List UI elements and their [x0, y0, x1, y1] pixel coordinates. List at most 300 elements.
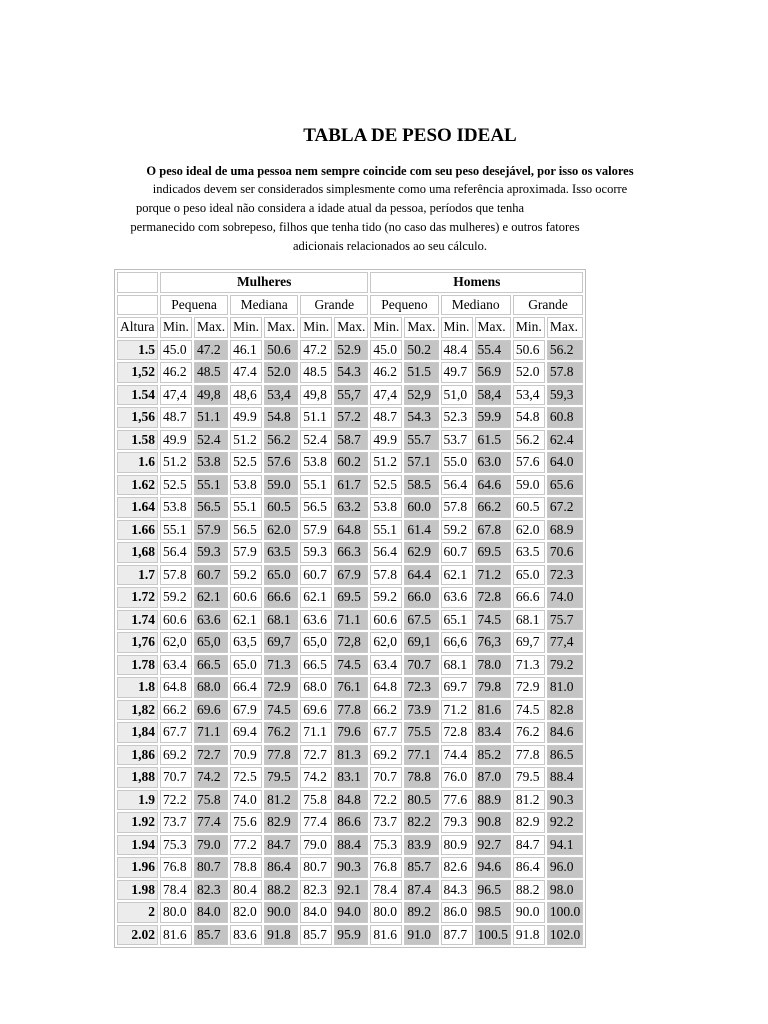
max-header: Max.	[404, 317, 438, 338]
max-weight-cell: 55.7	[404, 430, 438, 451]
min-weight-cell: 86.4	[513, 857, 545, 878]
max-weight-cell: 72.8	[475, 587, 511, 608]
min-weight-cell: 63.6	[441, 587, 473, 608]
table-row	[117, 430, 583, 451]
max-weight-cell: 59.3	[194, 542, 228, 563]
table-row	[117, 655, 583, 676]
min-weight-cell: 90.0	[513, 902, 545, 923]
max-weight-cell: 81.0	[547, 677, 583, 698]
max-weight-cell: 61.7	[334, 475, 368, 496]
max-weight-cell: 77.8	[334, 700, 368, 721]
min-weight-cell: 59.2	[230, 565, 262, 586]
max-weight-cell: 64.6	[475, 475, 511, 496]
max-weight-cell: 79.2	[547, 655, 583, 676]
max-weight-cell: 60.5	[264, 497, 298, 518]
min-weight-cell: 82.6	[441, 857, 473, 878]
max-weight-cell: 57.1	[404, 452, 438, 473]
max-weight-cell: 88.4	[334, 835, 368, 856]
min-weight-cell: 80.7	[300, 857, 332, 878]
subgroup-women-large: Grande	[300, 295, 368, 316]
min-weight-cell: 71.3	[513, 655, 545, 676]
min-weight-cell: 66,6	[441, 632, 473, 653]
table-row	[117, 857, 583, 878]
height-header: Altura	[117, 317, 158, 338]
table-row	[117, 407, 583, 428]
min-weight-cell: 71.1	[300, 722, 332, 743]
min-weight-cell: 84.3	[441, 880, 473, 901]
min-weight-cell: 45.0	[160, 340, 192, 361]
min-weight-cell: 53.7	[441, 430, 473, 451]
corner-cell	[117, 272, 158, 293]
min-weight-cell: 48.5	[300, 362, 332, 383]
max-header: Max.	[264, 317, 298, 338]
max-weight-cell: 82.8	[547, 700, 583, 721]
max-weight-cell: 72,8	[334, 632, 368, 653]
max-weight-cell: 75.7	[547, 610, 583, 631]
height-cell: 1,86	[117, 745, 158, 766]
min-weight-cell: 49,8	[300, 385, 332, 406]
min-weight-cell: 49.7	[441, 362, 473, 383]
max-weight-cell: 62.4	[547, 430, 583, 451]
max-weight-cell: 61.4	[404, 520, 438, 541]
min-weight-cell: 63.6	[300, 610, 332, 631]
min-weight-cell: 84.7	[513, 835, 545, 856]
min-weight-cell: 60.7	[441, 542, 473, 563]
max-weight-cell: 52,9	[404, 385, 438, 406]
min-weight-cell: 72.8	[441, 722, 473, 743]
corner-cell	[117, 295, 158, 316]
min-weight-cell: 55.1	[230, 497, 262, 518]
height-cell: 1,84	[117, 722, 158, 743]
min-weight-cell: 46.2	[160, 362, 192, 383]
max-weight-cell: 82.9	[264, 812, 298, 833]
max-weight-cell: 63.5	[264, 542, 298, 563]
min-weight-cell: 53,4	[513, 385, 545, 406]
subgroup-men-small: Pequeno	[370, 295, 438, 316]
intro-line-3: porque o peso ideal não considera a idade atual da pessoa, períodos que tenha	[135, 201, 525, 215]
min-weight-cell: 59.2	[441, 520, 473, 541]
min-weight-cell: 62,0	[370, 632, 402, 653]
max-weight-cell: 92.2	[547, 812, 583, 833]
min-weight-cell: 74.5	[513, 700, 545, 721]
min-weight-cell: 77.6	[441, 790, 473, 811]
min-weight-cell: 66.2	[370, 700, 402, 721]
min-weight-cell: 85.7	[300, 925, 332, 946]
max-weight-cell: 69,7	[264, 632, 298, 653]
max-weight-cell: 76.2	[264, 722, 298, 743]
min-weight-cell: 57.8	[160, 565, 192, 586]
max-header: Max.	[194, 317, 228, 338]
max-weight-cell: 61.5	[475, 430, 511, 451]
max-weight-cell: 69,1	[404, 632, 438, 653]
min-weight-cell: 57.6	[513, 452, 545, 473]
max-weight-cell: 80.7	[194, 857, 228, 878]
max-weight-cell: 79.0	[194, 835, 228, 856]
min-weight-cell: 57.8	[370, 565, 402, 586]
max-header: Max.	[334, 317, 368, 338]
max-header: Max.	[547, 317, 583, 338]
min-weight-cell: 64.8	[160, 677, 192, 698]
max-weight-cell: 92.1	[334, 880, 368, 901]
min-weight-cell: 46.2	[370, 362, 402, 383]
min-weight-cell: 52.0	[513, 362, 545, 383]
min-weight-cell: 69.4	[230, 722, 262, 743]
min-weight-cell: 75.3	[160, 835, 192, 856]
max-weight-cell: 52.0	[264, 362, 298, 383]
max-weight-cell: 56.2	[264, 430, 298, 451]
max-weight-cell: 68.0	[194, 677, 228, 698]
min-weight-cell: 69.7	[441, 677, 473, 698]
min-weight-cell: 76.2	[513, 722, 545, 743]
min-weight-cell: 46.1	[230, 340, 262, 361]
height-cell: 2.02	[117, 925, 158, 946]
min-weight-cell: 62,0	[160, 632, 192, 653]
table-row	[117, 520, 583, 541]
max-weight-cell: 71.1	[334, 610, 368, 631]
min-weight-cell: 83.6	[230, 925, 262, 946]
max-weight-cell: 72.3	[404, 677, 438, 698]
max-weight-cell: 63.0	[475, 452, 511, 473]
max-weight-cell: 76.1	[334, 677, 368, 698]
table-row	[117, 677, 583, 698]
intro-line-2: indicados devem ser considerados simplesmente como uma referência aproximada. Isso ocorre	[152, 182, 628, 196]
min-weight-cell: 62.1	[441, 565, 473, 586]
max-weight-cell: 81.6	[475, 700, 511, 721]
max-weight-cell: 50.2	[404, 340, 438, 361]
height-cell: 2	[117, 902, 158, 923]
max-weight-cell: 67.5	[404, 610, 438, 631]
max-weight-cell: 55.1	[194, 475, 228, 496]
max-weight-cell: 58.5	[404, 475, 438, 496]
height-cell: 1.7	[117, 565, 158, 586]
min-weight-cell: 53.8	[160, 497, 192, 518]
height-cell: 1.92	[117, 812, 158, 833]
min-weight-cell: 51,0	[441, 385, 473, 406]
min-weight-cell: 65,0	[300, 632, 332, 653]
subgroup-women-medium: Mediana	[230, 295, 298, 316]
min-weight-cell: 76.8	[370, 857, 402, 878]
subgroup-men-medium: Mediano	[441, 295, 511, 316]
min-weight-cell: 60.6	[370, 610, 402, 631]
min-weight-cell: 63.4	[370, 655, 402, 676]
min-weight-cell: 62.0	[513, 520, 545, 541]
max-weight-cell: 83.1	[334, 767, 368, 788]
max-weight-cell: 94.0	[334, 902, 368, 923]
min-weight-cell: 56.4	[160, 542, 192, 563]
min-weight-cell: 55.1	[370, 520, 402, 541]
max-weight-cell: 55.4	[475, 340, 511, 361]
max-weight-cell: 66.6	[264, 587, 298, 608]
table-row	[117, 587, 583, 608]
min-weight-cell: 60.7	[300, 565, 332, 586]
max-weight-cell: 58.7	[334, 430, 368, 451]
max-weight-cell: 85.7	[404, 857, 438, 878]
max-weight-cell: 84.8	[334, 790, 368, 811]
max-weight-cell: 69.5	[334, 587, 368, 608]
min-weight-cell: 63.5	[513, 542, 545, 563]
max-weight-cell: 82.3	[194, 880, 228, 901]
max-weight-cell: 50.6	[264, 340, 298, 361]
min-weight-cell: 60.6	[160, 610, 192, 631]
min-weight-cell: 66.4	[230, 677, 262, 698]
intro-line-5: adicionais relacionados ao seu cálculo.	[292, 239, 488, 253]
max-weight-cell: 62.9	[404, 542, 438, 563]
min-weight-cell: 82.0	[230, 902, 262, 923]
min-weight-cell: 52.4	[300, 430, 332, 451]
height-cell: 1,76	[117, 632, 158, 653]
max-weight-cell: 72.9	[264, 677, 298, 698]
min-weight-cell: 64.8	[370, 677, 402, 698]
max-weight-cell: 77.8	[264, 745, 298, 766]
max-weight-cell: 64.0	[547, 452, 583, 473]
max-weight-cell: 64.8	[334, 520, 368, 541]
min-weight-cell: 76.0	[441, 767, 473, 788]
max-weight-cell: 81.3	[334, 745, 368, 766]
group-women: Mulheres	[160, 272, 368, 293]
min-weight-cell: 47,4	[370, 385, 402, 406]
subgroup-women-small: Pequena	[160, 295, 228, 316]
min-weight-cell: 81.2	[513, 790, 545, 811]
max-weight-cell: 71.1	[194, 722, 228, 743]
min-weight-cell: 63,5	[230, 632, 262, 653]
min-weight-cell: 65.1	[441, 610, 473, 631]
group-men: Homens	[370, 272, 583, 293]
min-weight-cell: 67.7	[160, 722, 192, 743]
min-weight-cell: 72.2	[370, 790, 402, 811]
max-weight-cell: 66.5	[194, 655, 228, 676]
max-weight-cell: 85.2	[475, 745, 511, 766]
max-weight-cell: 65,0	[194, 632, 228, 653]
min-weight-cell: 72.9	[513, 677, 545, 698]
min-weight-cell: 78.8	[230, 857, 262, 878]
max-weight-cell: 88.4	[547, 767, 583, 788]
min-weight-cell: 76.8	[160, 857, 192, 878]
height-cell: 1.64	[117, 497, 158, 518]
max-weight-cell: 69.5	[475, 542, 511, 563]
height-cell: 1,88	[117, 767, 158, 788]
max-weight-cell: 68.9	[547, 520, 583, 541]
min-weight-cell: 68.1	[513, 610, 545, 631]
min-weight-cell: 80.0	[160, 902, 192, 923]
min-weight-cell: 80.9	[441, 835, 473, 856]
max-weight-cell: 98.5	[475, 902, 511, 923]
max-weight-cell: 94.6	[475, 857, 511, 878]
table-row	[117, 902, 583, 923]
max-weight-cell: 60.2	[334, 452, 368, 473]
min-weight-cell: 52.5	[160, 475, 192, 496]
max-weight-cell: 79.6	[334, 722, 368, 743]
min-weight-cell: 60.5	[513, 497, 545, 518]
min-weight-cell: 81.6	[160, 925, 192, 946]
height-cell: 1.66	[117, 520, 158, 541]
max-weight-cell: 64.4	[404, 565, 438, 586]
max-weight-cell: 86.5	[547, 745, 583, 766]
min-weight-cell: 74.2	[300, 767, 332, 788]
min-weight-cell: 72.7	[300, 745, 332, 766]
min-weight-cell: 48.7	[160, 407, 192, 428]
min-weight-cell: 56.5	[300, 497, 332, 518]
min-header: Min.	[160, 317, 192, 338]
table-row	[117, 632, 583, 653]
min-weight-cell: 65.0	[230, 655, 262, 676]
max-weight-cell: 75.5	[404, 722, 438, 743]
height-cell: 1,82	[117, 700, 158, 721]
page-title: TABLA DE PESO IDEAL	[303, 125, 517, 146]
max-weight-cell: 94.1	[547, 835, 583, 856]
min-header: Min.	[300, 317, 332, 338]
max-weight-cell: 65.0	[264, 565, 298, 586]
min-weight-cell: 47,4	[160, 385, 192, 406]
max-weight-cell: 52.9	[334, 340, 368, 361]
min-weight-cell: 67.7	[370, 722, 402, 743]
height-cell: 1.74	[117, 610, 158, 631]
max-weight-cell: 74.2	[194, 767, 228, 788]
min-weight-cell: 75.8	[300, 790, 332, 811]
max-weight-cell: 56.5	[194, 497, 228, 518]
min-weight-cell: 70.9	[230, 745, 262, 766]
max-weight-cell: 58,4	[475, 385, 511, 406]
max-weight-cell: 84.6	[547, 722, 583, 743]
min-weight-cell: 56.4	[370, 542, 402, 563]
min-weight-cell: 74.0	[230, 790, 262, 811]
min-weight-cell: 80.4	[230, 880, 262, 901]
max-weight-cell: 62.1	[194, 587, 228, 608]
max-weight-cell: 88.9	[475, 790, 511, 811]
max-weight-cell: 86.6	[334, 812, 368, 833]
min-weight-cell: 86.0	[441, 902, 473, 923]
min-weight-cell: 52.3	[441, 407, 473, 428]
max-weight-cell: 74.5	[264, 700, 298, 721]
min-weight-cell: 45.0	[370, 340, 402, 361]
height-cell: 1.98	[117, 880, 158, 901]
max-weight-cell: 79.8	[475, 677, 511, 698]
table-row	[117, 722, 583, 743]
max-weight-cell: 90.3	[334, 857, 368, 878]
min-weight-cell: 56.4	[441, 475, 473, 496]
height-cell: 1.8	[117, 677, 158, 698]
height-cell: 1,68	[117, 542, 158, 563]
min-weight-cell: 87.7	[441, 925, 473, 946]
min-weight-cell: 51.2	[370, 452, 402, 473]
min-weight-cell: 48.4	[441, 340, 473, 361]
min-weight-cell: 79.0	[300, 835, 332, 856]
max-weight-cell: 53.8	[194, 452, 228, 473]
max-weight-cell: 67.9	[334, 565, 368, 586]
min-weight-cell: 59.2	[370, 587, 402, 608]
table-row	[117, 835, 583, 856]
min-weight-cell: 54.8	[513, 407, 545, 428]
min-weight-cell: 51.1	[300, 407, 332, 428]
table-row	[117, 745, 583, 766]
min-weight-cell: 77.8	[513, 745, 545, 766]
max-weight-cell: 60.0	[404, 497, 438, 518]
min-header: Min.	[230, 317, 262, 338]
min-weight-cell: 70.7	[370, 767, 402, 788]
table-row	[117, 452, 583, 473]
column-header-row	[117, 317, 583, 338]
min-weight-cell: 47.4	[230, 362, 262, 383]
min-weight-cell: 47.2	[300, 340, 332, 361]
max-weight-cell: 78.8	[404, 767, 438, 788]
max-weight-cell: 72.3	[547, 565, 583, 586]
ideal-weight-table	[114, 269, 586, 948]
max-weight-cell: 80.5	[404, 790, 438, 811]
height-cell: 1.78	[117, 655, 158, 676]
max-weight-cell: 86.4	[264, 857, 298, 878]
height-cell: 1.72	[117, 587, 158, 608]
table-row	[117, 497, 583, 518]
min-weight-cell: 48.7	[370, 407, 402, 428]
min-header: Min.	[441, 317, 473, 338]
min-weight-cell: 72.2	[160, 790, 192, 811]
min-weight-cell: 49.9	[160, 430, 192, 451]
max-weight-cell: 90.8	[475, 812, 511, 833]
min-weight-cell: 56.2	[513, 430, 545, 451]
min-weight-cell: 53.8	[370, 497, 402, 518]
min-weight-cell: 52.5	[370, 475, 402, 496]
max-weight-cell: 55,7	[334, 385, 368, 406]
min-weight-cell: 91.8	[513, 925, 545, 946]
height-cell: 1.94	[117, 835, 158, 856]
max-weight-cell: 71.2	[475, 565, 511, 586]
min-weight-cell: 66.5	[300, 655, 332, 676]
min-weight-cell: 69.6	[300, 700, 332, 721]
height-cell: 1.5	[117, 340, 158, 361]
min-header: Min.	[370, 317, 402, 338]
min-weight-cell: 49.9	[370, 430, 402, 451]
max-weight-cell: 79.5	[264, 767, 298, 788]
max-weight-cell: 82.2	[404, 812, 438, 833]
height-cell: 1.6	[117, 452, 158, 473]
height-cell: 1.9	[117, 790, 158, 811]
min-weight-cell: 77.4	[300, 812, 332, 833]
table-row	[117, 362, 583, 383]
min-weight-cell: 63.4	[160, 655, 192, 676]
max-weight-cell: 98.0	[547, 880, 583, 901]
max-weight-cell: 100.0	[547, 902, 583, 923]
max-weight-cell: 74.0	[547, 587, 583, 608]
max-weight-cell: 47.2	[194, 340, 228, 361]
height-cell: 1,56	[117, 407, 158, 428]
min-header: Min.	[513, 317, 545, 338]
min-weight-cell: 71.2	[441, 700, 473, 721]
max-weight-cell: 81.2	[264, 790, 298, 811]
max-weight-cell: 66.0	[404, 587, 438, 608]
max-weight-cell: 87.4	[404, 880, 438, 901]
table-row	[117, 812, 583, 833]
max-weight-cell: 77.4	[194, 812, 228, 833]
max-weight-cell: 60.8	[547, 407, 583, 428]
max-weight-cell: 87.0	[475, 767, 511, 788]
table-row	[117, 767, 583, 788]
min-weight-cell: 69.2	[160, 745, 192, 766]
max-weight-cell: 62.0	[264, 520, 298, 541]
min-weight-cell: 75.6	[230, 812, 262, 833]
max-weight-cell: 56.9	[475, 362, 511, 383]
min-weight-cell: 52.5	[230, 452, 262, 473]
max-weight-cell: 59.0	[264, 475, 298, 496]
min-weight-cell: 48,6	[230, 385, 262, 406]
max-weight-cell: 52.4	[194, 430, 228, 451]
min-weight-cell: 55.1	[300, 475, 332, 496]
min-weight-cell: 70.7	[160, 767, 192, 788]
min-weight-cell: 82.3	[300, 880, 332, 901]
max-weight-cell: 83.4	[475, 722, 511, 743]
max-weight-cell: 96.5	[475, 880, 511, 901]
height-cell: 1.96	[117, 857, 158, 878]
table-row	[117, 700, 583, 721]
min-weight-cell: 69,7	[513, 632, 545, 653]
